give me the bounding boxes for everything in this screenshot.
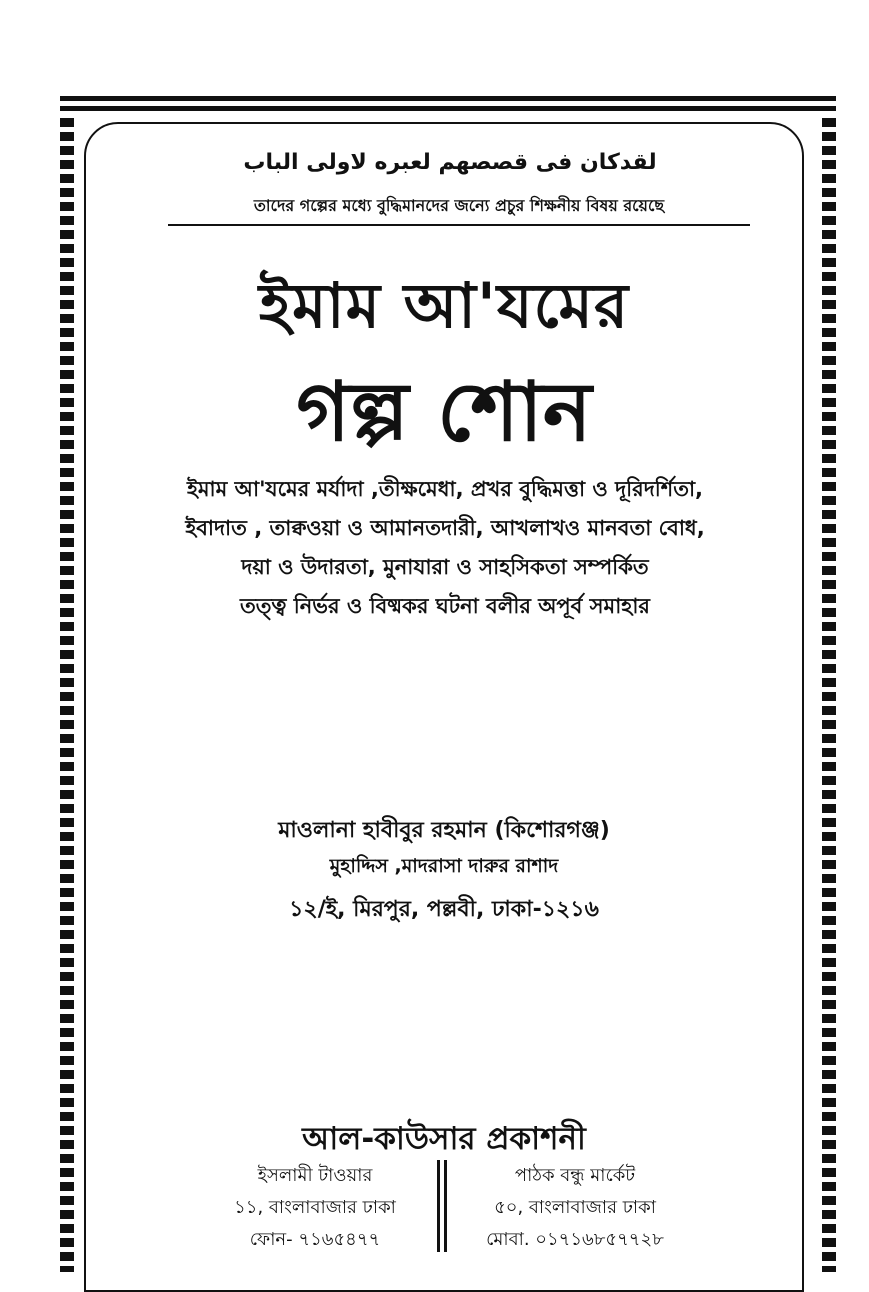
description-line: ইবাদাত , তাক্বওয়া ও আমানতদারী, আখলাখও মানবতা বোধ, bbox=[185, 516, 705, 540]
branch-divider bbox=[444, 1160, 447, 1252]
book-title-line-2: গল্প শোন bbox=[296, 365, 592, 460]
verse-translation: তাদের গল্পের মধ্যে বুদ্ধিমানদের জন্যে প্রচুর শিক্ষনীয় বিষয় রয়েছে bbox=[168, 193, 750, 226]
publisher-branch-left bbox=[200, 1160, 430, 1256]
top-border-rule bbox=[60, 96, 836, 101]
book-description bbox=[100, 470, 790, 626]
branch-address: ১১, বাংলাবাজার ঢাকা bbox=[234, 1197, 396, 1218]
branch-name: পাঠক বন্ধু মার্কেট bbox=[514, 1165, 636, 1186]
author-address: ১২/ই, মিরপুর, পল্লবী, ঢাকা-১২১৬ bbox=[289, 897, 599, 922]
description-line: দয়া ও উদারতা, মুনাযারা ও সাহসিকতা সম্পর্কিত bbox=[241, 555, 649, 579]
branch-phone: ফোন- ৭১৬৫৪৭৭ bbox=[249, 1229, 381, 1250]
branch-name: ইসলামী টাওয়ার bbox=[257, 1165, 373, 1186]
right-dashed-border bbox=[822, 118, 836, 1272]
left-dashed-border bbox=[60, 118, 74, 1272]
author-name: মাওলানা হাবীবুর রহমান (কিশোরগঞ্জ) bbox=[278, 818, 610, 843]
description-line: তত্ত্ব নির্ভর ও বিষ্মকর ঘটনা বলীর অপূর্ব সমাহার bbox=[240, 594, 650, 618]
arabic-verse: لقدكان فى قصصهم لعبره لاولى الباب bbox=[243, 150, 657, 175]
branch-phone: মোবা. ০১৭১৬৮৫৭৭২৮ bbox=[486, 1229, 664, 1250]
publisher-name: আল-কাউসার প্রকাশনী bbox=[302, 1121, 586, 1157]
description-line: ইমাম আ'যমের মর্যাদা ,তীক্ষমেধা, প্রখর বুদ্ধিমত্তা ও দূরিদর্শিতা, bbox=[186, 477, 704, 501]
top-border-rule bbox=[60, 106, 836, 111]
author-role: মুহাদ্দিস ,মাদরাসা দারুর রাশাদ bbox=[329, 855, 559, 877]
branch-divider bbox=[437, 1160, 440, 1252]
book-title-line-1: ইমাম আ'যমের bbox=[258, 269, 630, 342]
publisher-branch-right bbox=[455, 1160, 695, 1256]
branch-address: ৫০, বাংলাবাজার ঢাকা bbox=[494, 1197, 656, 1218]
